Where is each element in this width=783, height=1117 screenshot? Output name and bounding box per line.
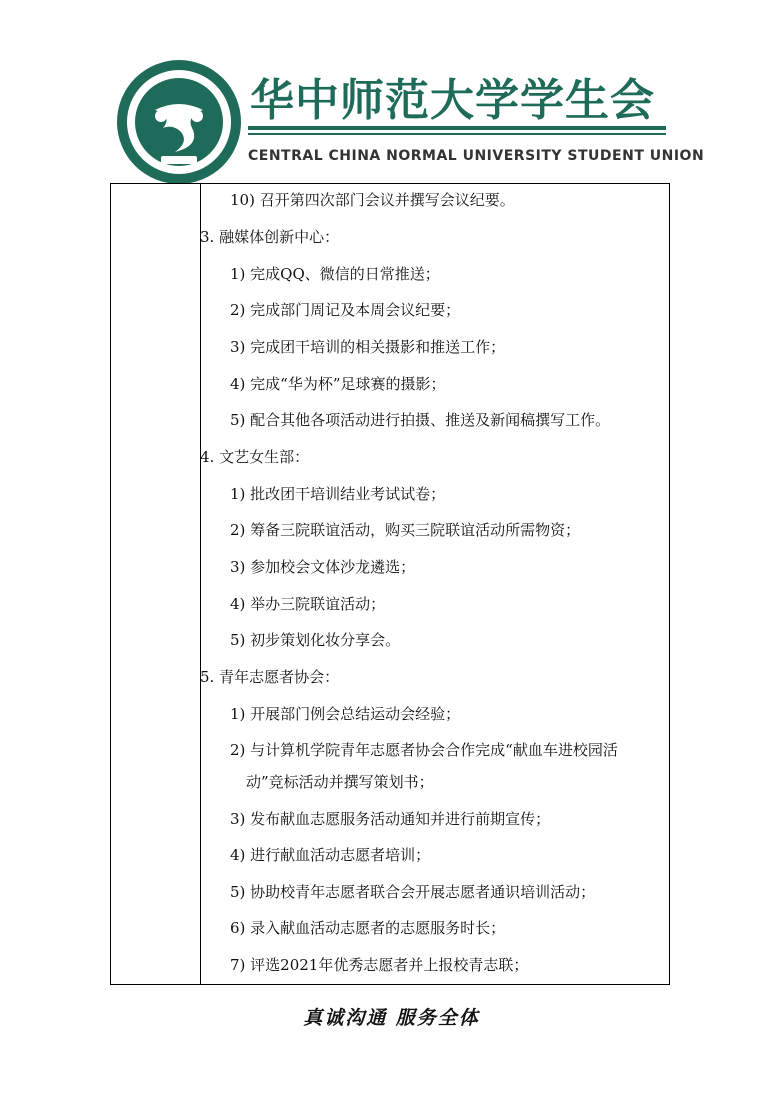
union-name-english: CENTRAL CHINA NORMAL UNIVERSITY STUDENT UNION	[248, 148, 705, 164]
footer-slogan: 真诚沟通 服务全体	[303, 1007, 480, 1029]
list-item: 10) 召开第四次部门会议并撰写会议纪要。	[230, 191, 515, 209]
list-item: 3) 完成团干培训的相关摄影和推送工作；	[230, 338, 506, 356]
list-item: 2) 与计算机学院青年志愿者协会合作完成“献血车进校园活	[230, 741, 618, 759]
list-item: 7) 评选2021年优秀志愿者并上报校青志联；	[230, 956, 529, 974]
list-item: 1) 开展部门例会总结运动会经验；	[230, 705, 461, 723]
list-item: 6) 录入献血活动志愿者的志愿服务时长；	[230, 919, 506, 937]
header-rule-thin	[248, 133, 666, 135]
union-name-chinese: 华中师范大学学生会	[250, 75, 655, 126]
list-item: 3) 参加校会文体沙龙遴选；	[230, 558, 416, 576]
list-item: 4) 进行献血活动志愿者培训；	[230, 846, 431, 864]
list-item: 4) 完成“华为杯”足球赛的摄影；	[230, 375, 446, 393]
list-item: 5) 配合其他各项活动进行拍摄、推送及新闻稿撰写工作。	[230, 411, 611, 429]
list-item: 1) 完成QQ、微信的日常推送；	[230, 265, 440, 283]
table-column-divider	[200, 183, 201, 985]
section-heading: 3. 融媒体创新中心：	[200, 228, 340, 246]
list-item: 5) 初步策划化妆分享会。	[230, 631, 401, 649]
letterhead	[0, 0, 783, 185]
section-heading: 4. 文艺女生部：	[200, 448, 310, 466]
list-item: 5) 协助校青年志愿者联合会开展志愿者通识培训活动；	[230, 883, 596, 901]
student-union-seal-logo	[115, 58, 243, 186]
list-item: 2) 完成部门周记及本周会议纪要；	[230, 301, 461, 319]
header-rule-thick	[248, 126, 666, 130]
list-item: 4) 举办三院联谊活动；	[230, 595, 386, 613]
section-heading: 5. 青年志愿者协会：	[200, 668, 340, 686]
list-item: 3) 发布献血志愿服务活动通知并进行前期宣传；	[230, 810, 551, 828]
list-item: 1) 批改团干培训结业考试试卷；	[230, 485, 446, 503]
list-item: 2) 筹备三院联谊活动，购买三院联谊活动所需物资；	[230, 521, 581, 539]
list-item-continuation: 动”竞标活动并撰写策划书；	[246, 773, 434, 791]
